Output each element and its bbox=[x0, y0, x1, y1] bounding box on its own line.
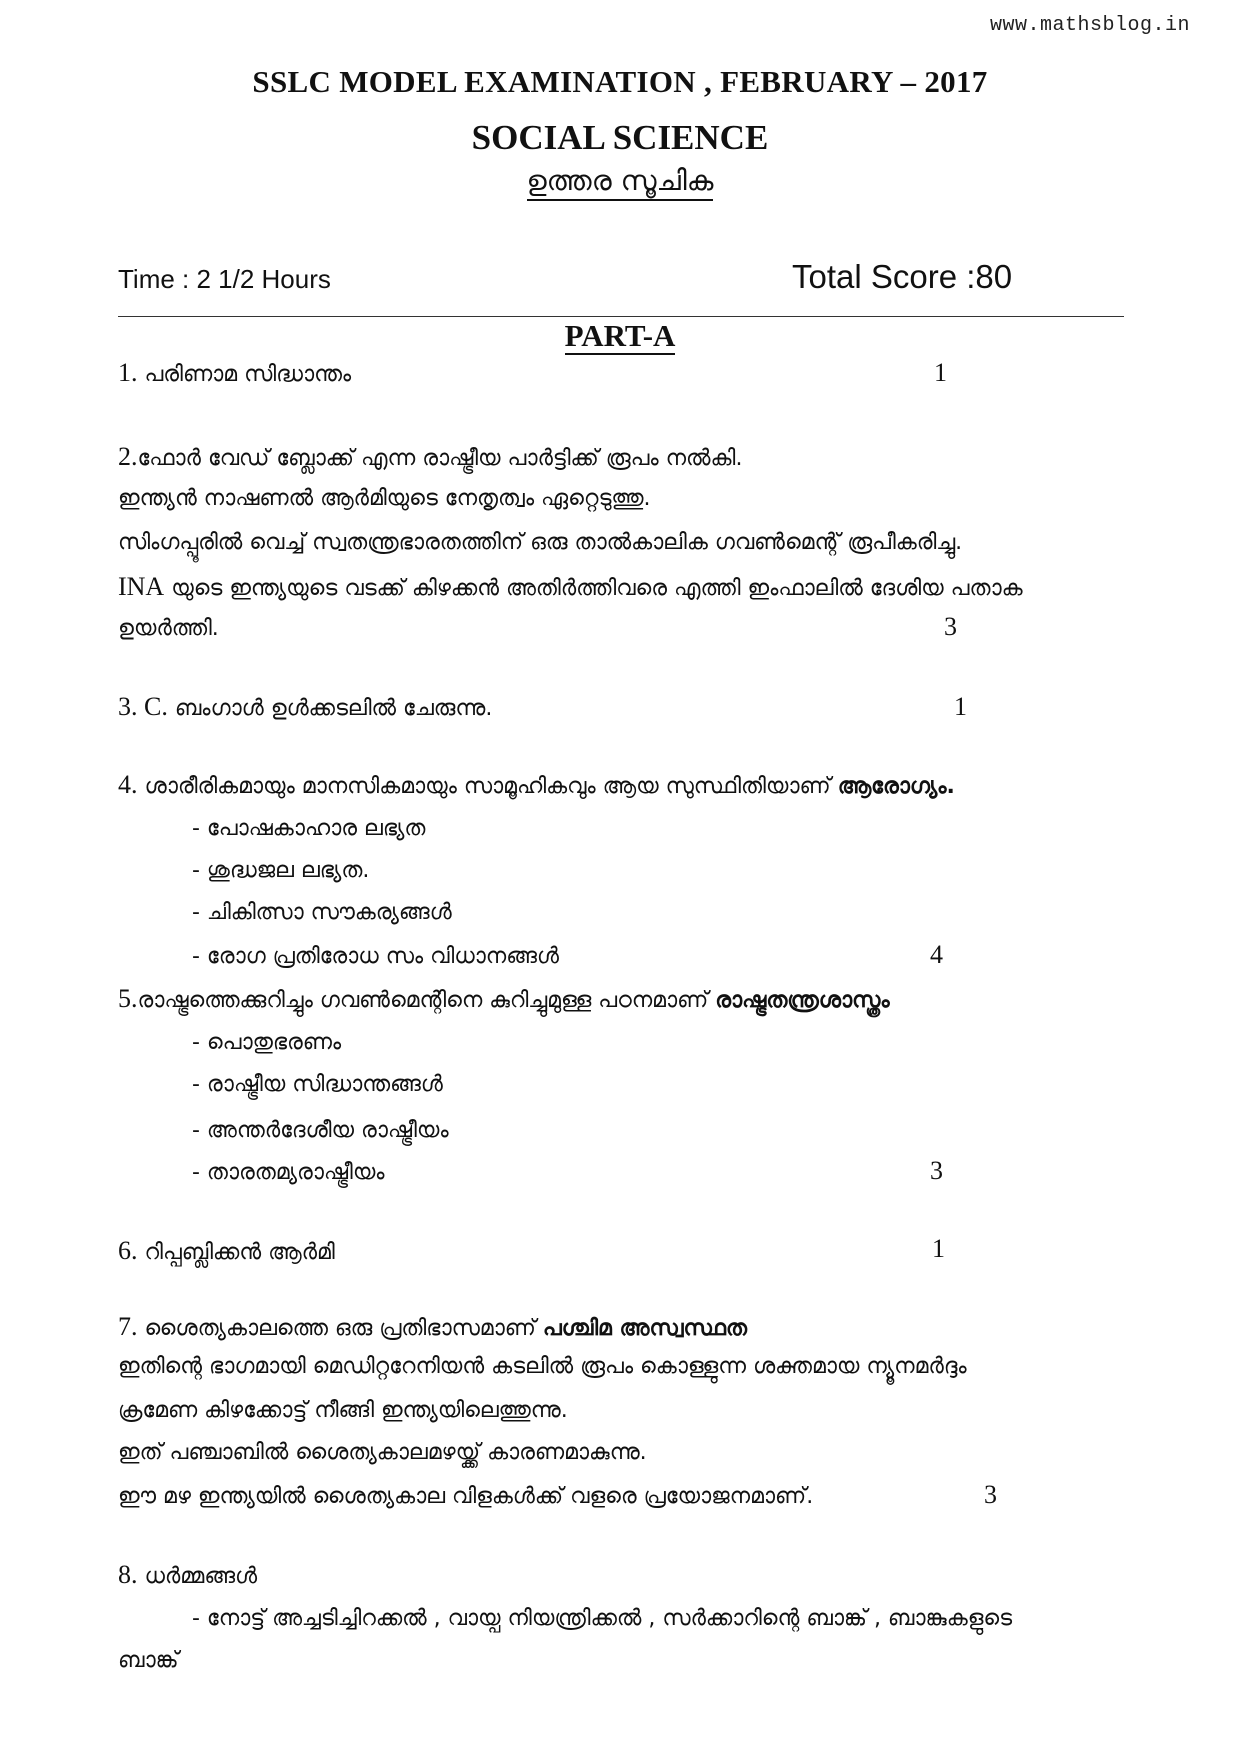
answer-key-heading bbox=[0, 164, 1240, 198]
answer-5-point: - പൊതുഭരണം bbox=[192, 1030, 342, 1055]
marks-1: 1 bbox=[934, 358, 947, 387]
answer-text: പരിണാമ സിദ്ധാന്തം bbox=[144, 362, 352, 387]
answer-text: യുടെ ഇന്ത്യയുടെ വടക്ക് കിഴക്കൻ അതിർത്തിവരെ എത്തി ഇംഫാലിൽ ദേശിയ പതാക bbox=[164, 576, 1023, 601]
answer-5-point: - രാഷ്ട്രീയ സിദ്ധാന്തങ്ങൾ bbox=[192, 1072, 443, 1097]
answer-number: 1. bbox=[118, 358, 138, 387]
answer-5 bbox=[118, 984, 890, 1014]
subject-title: SOCIAL SCIENCE bbox=[471, 118, 769, 157]
ina-abbrev: INA bbox=[118, 572, 165, 601]
answer-2-line-4 bbox=[118, 572, 1023, 602]
answer-keyword: പശ്ചിമ അസ്വസ്ഥത bbox=[542, 1316, 747, 1341]
answer-number: 3. C. bbox=[118, 692, 168, 721]
part-title: PART-A bbox=[564, 318, 676, 353]
answer-text: ഫോർ വേഡ് ബ്ലോക്ക് എന്ന രാഷ്ട്രീയ പാർട്ടിക്ക് രൂപം നൽകി. bbox=[137, 446, 743, 471]
exam-time: Time : 2 1/2 Hours bbox=[118, 264, 331, 294]
marks-4: 4 bbox=[930, 940, 943, 969]
answer-number: 4. bbox=[118, 770, 138, 799]
answer-2-line-1 bbox=[118, 442, 742, 472]
exam-title: SSLC MODEL EXAMINATION , FEBRUARY – 2017 bbox=[252, 64, 988, 99]
answer-keyword: രാഷ്ട്രതന്ത്രശാസ്ത്രം bbox=[715, 988, 890, 1013]
answer-number: 8. bbox=[118, 1560, 138, 1589]
answer-text: ശൈത്യകാലത്തെ ഒരു പ്രതിഭാസമാണ് bbox=[137, 1316, 543, 1341]
answer-keyword: ആരോഗ്യം. bbox=[837, 774, 955, 799]
header-divider bbox=[118, 316, 1124, 317]
answer-5-point: - താരതമ്യരാഷ്ട്രീയം bbox=[192, 1160, 385, 1185]
answer-7-line-2: ഇതിന്റെ ഭാഗമായി മെഡിറ്ററേനിയൻ കടലിൽ രൂപം കൊള്ളുന്ന ശക്തമായ ന്യൂനമർദ്ദം bbox=[118, 1354, 967, 1379]
answer-number: 5. bbox=[118, 984, 138, 1013]
answer-2-line-3: സിംഗപ്പൂരിൽ വെച്ച് സ്വതന്ത്രഭാരതത്തിന് ഒരു താൽകാലിക ഗവൺമെന്റ് രൂപീകരിച്ചു. bbox=[118, 530, 963, 555]
answer-7-line-5: ഈ മഴ ഇന്ത്യയിൽ ശൈത്യകാല വിളകൾക്ക് വളരെ പ്രയോജനമാണ്. bbox=[118, 1484, 814, 1509]
answer-number: 7. bbox=[118, 1312, 138, 1341]
answer-text: ബംഗാൾ ഉൾക്കടലിൽ ചേരുന്നു. bbox=[167, 696, 493, 721]
answer-8 bbox=[118, 1560, 257, 1590]
marks-6: 1 bbox=[932, 1234, 945, 1263]
answer-4 bbox=[118, 770, 955, 800]
answer-text: രാഷ്ട്രത്തെക്കുറിച്ചും ഗവൺമെന്റിനെ കുറിച്ചുമുള്ള പഠനമാണ് bbox=[137, 988, 716, 1013]
answer-text: ധർമ്മങ്ങൾ bbox=[137, 1564, 258, 1589]
answer-text: റിപ്പബ്ലിക്കൻ ആർമി bbox=[137, 1240, 335, 1265]
answer-7-line-3: ക്രമേണ കിഴക്കോട്ട് നീങ്ങി ഇന്ത്യയിലെത്തുന്നു. bbox=[118, 1398, 568, 1423]
answer-5-point: - അന്തർദേശീയ രാഷ്ട്രീയം bbox=[192, 1118, 449, 1143]
answer-4-point: - ശുദ്ധജല ലഭ്യത. bbox=[192, 858, 370, 883]
marks-3: 1 bbox=[954, 692, 967, 721]
answer-key-text: ഉത്തര സൂചിക bbox=[527, 164, 714, 201]
answer-4-point: - ചികിത്സാ സൗകര്യങ്ങൾ bbox=[192, 900, 452, 925]
total-score: Total Score :80 bbox=[792, 258, 1013, 295]
marks-5: 3 bbox=[930, 1156, 943, 1185]
answer-number: 2. bbox=[118, 442, 138, 471]
answer-4-point: - പോഷകാഹാര ലഭ്യത bbox=[192, 816, 426, 841]
answer-1 bbox=[118, 358, 351, 388]
answer-8-line-3: ബാങ്ക് bbox=[118, 1648, 179, 1673]
marks-7: 3 bbox=[984, 1480, 997, 1509]
answer-8-line-2: - നോട്ട് അച്ചടിച്ചിറക്കൽ , വായ്പ നിയന്ത്രിക്കൽ , സർക്കാറിന്റെ ബാങ്ക് , ബാങ്കുകളുടെ bbox=[192, 1606, 1013, 1631]
answer-2-line-5: ഉയർത്തി. bbox=[118, 616, 219, 641]
answer-6 bbox=[118, 1236, 335, 1266]
part-heading bbox=[0, 318, 1240, 354]
answer-number: 6. bbox=[118, 1236, 138, 1265]
marks-2: 3 bbox=[944, 612, 957, 641]
answer-2-line-2: ഇന്ത്യൻ നാഷണൽ ആർമിയുടെ നേതൃത്വം ഏറ്റെടുത്തു. bbox=[118, 486, 651, 511]
watermark: www.mathsblog.in bbox=[989, 14, 1190, 37]
answer-7-line-4: ഇത് പഞ്ചാബിൽ ശൈത്യകാലമഴയ്ക്ക് കാരണമാകുന്നു. bbox=[118, 1440, 647, 1465]
answer-7 bbox=[118, 1312, 747, 1342]
answer-text: ശാരീരികമായും മാനസികമായും സാമൂഹികവും ആയ സുസ്ഥിതിയാണ് bbox=[137, 774, 838, 799]
answer-4-point: - രോഗ പ്രതിരോധ സം വിധാനങ്ങൾ bbox=[192, 944, 559, 969]
answer-3 bbox=[118, 692, 492, 722]
